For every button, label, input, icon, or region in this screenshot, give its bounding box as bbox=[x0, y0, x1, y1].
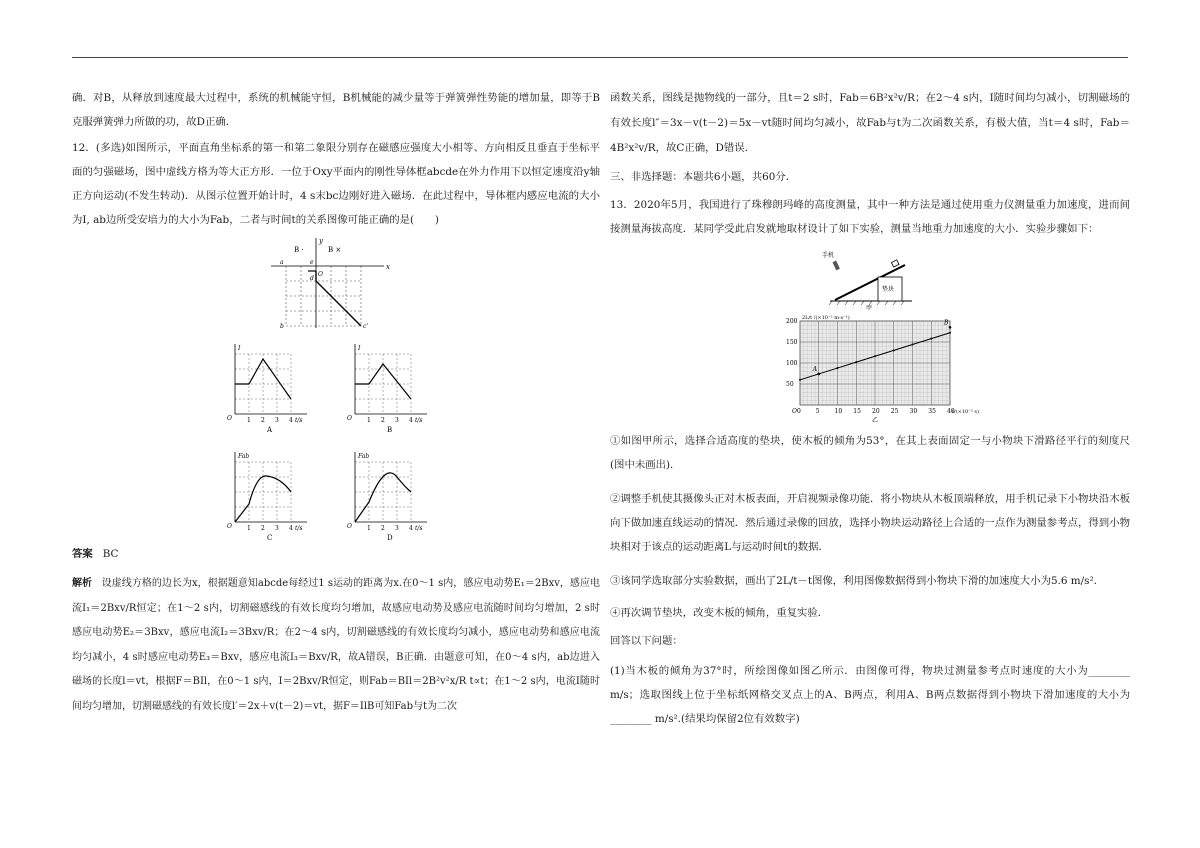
data-point bbox=[874, 355, 876, 357]
graph-tick-label: 3 bbox=[275, 525, 279, 532]
point-a-label: A bbox=[812, 365, 818, 373]
point-e: e bbox=[310, 259, 314, 266]
graph-tick-label: 4 bbox=[409, 417, 413, 424]
graph-option-label: C bbox=[267, 534, 273, 542]
x-tick-label: 5 bbox=[815, 408, 820, 415]
x-tick-label: 40 bbox=[947, 408, 955, 415]
y-axis-label: y bbox=[319, 237, 323, 245]
option-graph-b bbox=[347, 344, 427, 434]
header-rule bbox=[72, 57, 1128, 58]
graph-option-label: D bbox=[387, 534, 393, 542]
y-tick-label: 150 bbox=[786, 339, 798, 346]
step-2: ②调整手机使其摄像头正对木板表面，开启视频录像功能．将小物块从木板顶端释放，用手机记录下小物块沿木板向下做加速直线运动的情况．然后通过录像的回放，选择小物块运动路径上合适的一点作为测量参考点，得到小物块相对于该点的运动距离L与运动时间t的数据． bbox=[610, 493, 1130, 553]
origin-label: O bbox=[227, 415, 232, 422]
graph-tick-label: 1 bbox=[367, 417, 371, 424]
option-graph-a bbox=[227, 344, 307, 434]
x-tick-label: 20 bbox=[872, 408, 880, 415]
graph-tick-label: 4 bbox=[289, 417, 293, 424]
data-point bbox=[837, 367, 839, 369]
x-tick-label: 0 bbox=[797, 408, 801, 415]
caption-yi: 乙 bbox=[872, 417, 879, 424]
x-tick-label: 15 bbox=[853, 408, 861, 415]
point-a-marker bbox=[817, 373, 820, 376]
x-tick-label: 10 bbox=[834, 408, 843, 415]
graph-x-unit: t/s bbox=[415, 417, 423, 424]
option-graph-c bbox=[227, 452, 307, 542]
point-d: d bbox=[310, 275, 314, 282]
graph-tick-label: 4 bbox=[289, 525, 293, 532]
analysis-text: 设虚线方格的边长为x，根据题意知abcde每经过1 s运动的距离为x.在0～1 s内，感应电动势E₁＝2Bxv，感应电流I₁＝2Bxv/R恒定；在1～2 s内，切割磁感线的有效长度均匀增加，故感应电动势及感应电流随时间均匀增加，2 s时感应电动势E₂＝3Bxv，感应电流I₂＝3Bxv/R；在2～4 s内，切割磁感线的有效长度均匀减小，感应电动势和感应电流均匀减小，4 s时感应电动势E₃＝Bxv，感应电流I₃＝Bxv/R，故A错误，B正确．由题意可知，在0～4 s内，ab边进入磁场的长度l＝vt，根据F＝BIl，在0～1 s内，I＝2Bxv/R恒定，则Fab＝BIl＝2B²v²x/R t∝t；在1～2 s内，电流I随时间均匀增加，切割磁感线的有效长度l′＝2x＋v(t－2)＝vt，据F＝IlB可知Fab与t为二次 bbox=[72, 578, 601, 712]
graph-y-label: Fab bbox=[358, 453, 370, 460]
b-cross-label: B × bbox=[328, 246, 342, 254]
chart-origin: O bbox=[792, 408, 797, 415]
point-b-marker bbox=[949, 326, 952, 329]
answer-value: BC bbox=[102, 548, 119, 560]
graph-tick-label: 1 bbox=[367, 525, 371, 532]
data-point bbox=[893, 349, 895, 351]
point-b: b bbox=[280, 323, 284, 330]
data-point bbox=[799, 379, 801, 381]
graph-tick-label: 4 bbox=[409, 525, 413, 532]
graph-x-unit: t/s bbox=[295, 417, 303, 424]
data-point bbox=[855, 361, 857, 363]
phone-label: 手机 bbox=[822, 252, 835, 259]
answer-label: 答案 bbox=[72, 548, 93, 560]
y-tick-label: 200 bbox=[786, 318, 798, 325]
y-tick-label: 50 bbox=[786, 381, 794, 388]
origin-label: O bbox=[347, 415, 352, 422]
graph-tick-label: 2 bbox=[381, 417, 385, 424]
sub-question-1: (1)当木板的倾角为37°时，所绘图像如图乙所示．由图像可得，物块过测量参考点时速度的大小为________ m/s；选取图线上位于坐标纸网格交叉点上的A、B两点，利用A、B两点数据得到小物块下滑加速度的大小为________ m/s².(结果均保留2位有效数字) bbox=[610, 665, 1130, 725]
point-a: a bbox=[280, 259, 284, 266]
graph-x-unit: t/s bbox=[295, 525, 303, 532]
answer-prompt: 回答以下问题： bbox=[610, 635, 683, 647]
x-tick-label: 25 bbox=[890, 408, 899, 415]
graph-y-label: I bbox=[238, 345, 241, 352]
data-point bbox=[912, 344, 914, 346]
graph-x-unit: t/s bbox=[415, 525, 423, 532]
question-13: 13．2020年5月，我国进行了珠穆朗玛峰的高度测量，其中一种方法是通过使用重力仪测量重力加速度，进而间接测量海拔高度．某同学受此启发就地取材设计了如下实验，测量当地重力加速度的大小．实验步骤如下： bbox=[610, 199, 1130, 235]
chart-yi bbox=[770, 313, 979, 424]
x-tick-label: 35 bbox=[928, 408, 936, 415]
question-12: 12．(多选)如图所示，平面直角坐标系的第一和第二象限分别存在磁感应强度大小相等、方向相反且垂直于坐标平面的匀强磁场，图中虚线方格为等大正方形．一位于Oxy平面内的刚性导体框abcde在外力作用下以恒定速度沿y轴正方向运动(不发生转动)．从图示位置开始计时，4 s末bc边刚好进入磁场．在此过程中，导体框内感应电流的大小为I, ab边所受安培力的大小为Fab，二者与时间t的关系图像可能正确的是( ) bbox=[72, 142, 600, 226]
b-dot-label: B · bbox=[294, 246, 304, 254]
graph-option-label: A bbox=[267, 426, 273, 434]
point-b-label: B bbox=[944, 319, 949, 327]
x-tick-label: 30 bbox=[909, 408, 918, 415]
chart-y-label: 2L/t /(×10⁻² m·s⁻¹) bbox=[802, 315, 850, 321]
x-axis-label: x bbox=[386, 263, 390, 271]
point-o: O bbox=[318, 271, 323, 278]
origin-label: O bbox=[347, 523, 352, 530]
graph-option-label: B bbox=[387, 426, 393, 434]
chart-x-label: t/(×10⁻² s) bbox=[952, 409, 979, 415]
graph-y-label: I bbox=[358, 345, 361, 352]
step-1: ①如图甲所示，选择合适高度的垫块，使木板的倾角为53°，在其上表面固定一与小物块下滑路径平行的刻度尺(图中未画出)． bbox=[610, 435, 1130, 471]
answer-line bbox=[72, 542, 600, 566]
option-graph-d bbox=[347, 452, 427, 542]
analysis bbox=[72, 572, 600, 719]
caption-jia: 甲 bbox=[866, 305, 873, 312]
graph-tick-label: 1 bbox=[247, 525, 251, 532]
block-label: 垫块 bbox=[882, 286, 895, 293]
step-3: ③该同学选取部分实验数据，画出了2L/t－t图像，利用图像数据得到小物块下滑的加速度大小为5.6 m/s²． bbox=[610, 575, 1105, 587]
data-point bbox=[949, 332, 951, 334]
right-top-paragraph: 函数关系，图线是抛物线的一部分，且t＝2 s时，Fab＝6B²x²v/R；在2～4 s内，I随时间均匀减小，切割磁场的有效长度l″＝3x－v(t－2)＝5x－vt随时间均匀减小，故Fab与t为二次函数关系，有极大值，当t＝4 s时，Fab＝4B²x²v/R，故C正确，D错误． bbox=[610, 92, 1130, 154]
graph-tick-label: 2 bbox=[261, 417, 265, 424]
incline-figure bbox=[820, 243, 920, 311]
left-column bbox=[72, 86, 600, 719]
graph-tick-label: 2 bbox=[261, 525, 265, 532]
right-column bbox=[610, 86, 1130, 731]
analysis-label: 解析 bbox=[72, 578, 93, 589]
option-graphs bbox=[72, 334, 600, 542]
graph-tick-label: 2 bbox=[381, 525, 385, 532]
step-4: ④再次调节垫块，改变木板的倾角，重复实验． bbox=[610, 607, 829, 619]
graph-y-label: Fab bbox=[238, 453, 250, 460]
graph-tick-label: 3 bbox=[395, 417, 399, 424]
left-top-paragraph: 确．对B，从释放到速度最大过程中，系统的机械能守恒，B机械能的减少量等于弹簧弹性势能的增加量，即等于B克服弹簧弹力所做的功，故D正确． bbox=[72, 92, 600, 128]
point-c: c' bbox=[363, 323, 369, 330]
data-point bbox=[930, 338, 932, 340]
origin-label: O bbox=[227, 523, 232, 530]
y-tick-label: 100 bbox=[786, 360, 798, 367]
graph-tick-label: 1 bbox=[247, 417, 251, 424]
options-grid bbox=[72, 334, 600, 542]
graph-tick-label: 3 bbox=[275, 417, 279, 424]
section-3-heading: 三、非选择题：本题共6小题，共60分． bbox=[610, 171, 797, 183]
field-figure bbox=[266, 236, 406, 328]
graph-tick-label: 3 bbox=[395, 525, 399, 532]
